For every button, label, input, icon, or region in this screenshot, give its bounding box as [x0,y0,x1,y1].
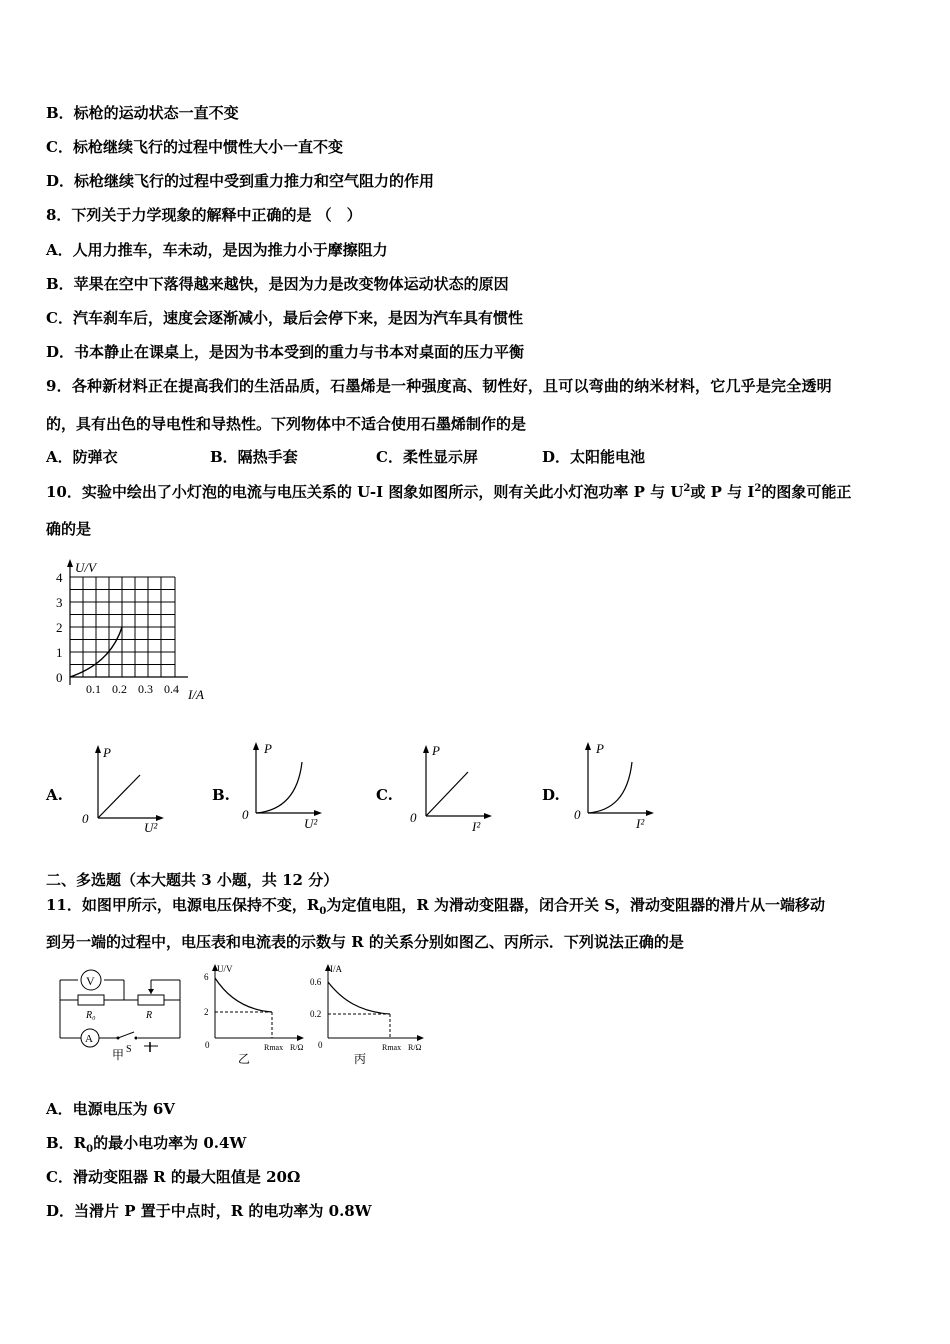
q10-a-line [98,775,140,818]
q10-c-ylabel: P [432,743,440,758]
q10-sup-1: 2 [683,483,691,494]
q11-option-d: D．当滑片 P 置于中点时，R 的电功率为 0.8W [46,1202,372,1220]
arrow-up-icon [585,742,591,750]
q10-a-origin: 0 [82,811,89,826]
q8-stem: 8．下列关于力学现象的解释中正确的是 （ ） [46,206,362,224]
q11-graph-yi [200,960,315,1070]
q10-c-line [426,772,468,816]
q9-option-d: D．太阳能电池 [542,448,646,466]
q9-stem-line2: 的，具有出色的导电性和导热性。下列物体中不适合使用石墨烯制作的是 [46,415,527,433]
q10-ui-ytick-0: 0 [56,670,63,685]
arrow-right-icon [297,1035,304,1041]
q11-bing-curve [328,982,390,1014]
q11-circuit-r: R [146,1010,153,1021]
q8-option-a: A．人用力推车，车未动，是因为推力小于摩擦阻力 [46,241,388,259]
q10-ui-y-arrow-icon [67,559,73,567]
q11-bing-tick-02: 0.2 [310,1009,322,1019]
q10-sup-2: 2 [754,483,762,494]
q11-bing-caption: 丙 [354,1052,367,1066]
arrow-up-icon [423,745,429,753]
q9-option-a: A．防弹衣 [46,448,118,466]
q10-d-origin: 0 [574,807,581,822]
q10-ui-ytick-4: 4 [56,570,63,585]
q11-graph-bing [310,960,435,1070]
q11-circuit-s: S [126,1044,132,1055]
switch-pivot-icon [117,1037,120,1040]
arrow-right-icon [646,810,654,816]
q10-b-ylabel: P [264,741,272,756]
q11-yi-curve [215,978,272,1012]
q9-option-c: C．柔性显示屏 [376,448,478,466]
q8-option-d: D．书本静止在课桌上，是因为书本受到的重力与书本对桌面的压力平衡 [46,343,525,361]
q10-b-origin: 0 [242,807,249,822]
q11-yi-tick-2: 2 [204,1007,209,1017]
q10-option-b-graph [240,737,330,832]
q10-ui-ytick-3: 3 [56,595,63,610]
q10-ui-grid [70,577,175,677]
q11-yi-origin: 0 [205,1040,210,1050]
q10-option-a-graph [78,740,168,835]
q11-yi-xlabel: R/Ω [290,1043,304,1052]
q10-d-curve [588,762,632,813]
q10-a-xlabel: U² [144,820,158,835]
q10-b-curve [256,762,302,813]
q11-option-b-part2: 的最小电功率为 0.4W [93,1134,247,1152]
q10-option-b-label: B. [212,786,230,804]
q11-option-b [46,1132,246,1155]
q11-bing-ylabel: I/A [330,964,342,974]
q10-ui-xtick-04: 0.4 [164,682,179,696]
section2-title: 二、多选题（本大题共 3 小题，共 12 分） [46,871,339,889]
q10-stem-line2: 确的是 [46,520,92,538]
q11-circuit-a: A [85,1033,93,1045]
q9-stem-line1: 9．各种新材料正在提高我们的生活品质，石墨烯是一种强度高、韧性好，且可以弯曲的纳米材料，它几乎是完全透明 [46,377,832,395]
q10-ui-ytick-2: 2 [56,620,63,635]
q8-option-b: B．苹果在空中下落得越来越快，是因为力是改变物体运动状态的原因 [46,275,509,293]
q11-circuit-diagram [46,960,191,1065]
q11-yi-caption: 乙 [238,1052,251,1066]
q10-ui-xtick-01: 0.1 [86,682,101,696]
resistor-r0-icon [78,995,104,1005]
q10-stem-part3: 的图象可能正 [761,483,852,501]
q11-option-b-sub: 0 [86,1144,94,1155]
q11-option-c: C．滑动变阻器 R 的最大阻值是 20Ω [46,1168,301,1186]
arrow-up-icon [253,742,259,750]
q10-option-c-label: C. [376,786,393,804]
q11-stem-part2: 为定值电阻，R 为滑动变阻器，闭合开关 S，滑动变阻器的滑片从一端移动 [326,896,826,914]
q10-ui-xtick-03: 0.3 [138,682,153,696]
arrow-right-icon [484,813,492,819]
q11-yi-tick-6: 6 [204,972,209,982]
q7-option-d: D．标枪继续飞行的过程中受到重力推力和空气阻力的作用 [46,172,435,190]
q10-option-a-label: A. [46,786,63,804]
q11-bing-origin: 0 [318,1040,323,1050]
q11-yi-rmax: Rmax [264,1043,284,1052]
q10-c-xlabel: I² [472,819,481,834]
q11-stem-sub: 0 [319,906,327,917]
q11-stem-part1: 11．如图甲所示，电源电压保持不变，R [46,896,320,914]
q11-option-a: A．电源电压为 6V [46,1100,175,1118]
q10-b-xlabel: U² [304,816,318,831]
q10-a-ylabel: P [103,745,111,760]
q10-stem-part2: 或 P 与 I [690,483,755,501]
q11-circuit-caption: 甲 [112,1048,125,1062]
q7-option-c: C．标枪继续飞行的过程中惯性大小一直不变 [46,138,343,156]
q10-ui-ytick-1: 1 [56,645,63,660]
switch-contact-icon [135,1037,138,1040]
arrow-right-icon [417,1035,424,1041]
slider-arrow-icon [148,989,154,994]
q10-c-origin: 0 [410,810,417,825]
q11-option-b-part1: B．R [46,1134,87,1152]
q11-stem-line2: 到另一端的过程中，电压表和电流表的示数与 R 的关系分别如图乙、丙所示．下列说法正确的是 [46,933,684,951]
q11-circuit-v: V [86,974,95,988]
q11-yi-ylabel: U/V [217,964,233,974]
q10-ui-xlabel: I/A [188,687,204,702]
q10-d-ylabel: P [596,741,604,756]
q11-bing-rmax: Rmax [382,1043,402,1052]
q11-bing-xlabel: R/Ω [408,1043,422,1052]
q10-stem-part1: 10．实验中绘出了小灯泡的电流与电压关系的 U-I 图象如图所示，则有关此小灯泡功率 P 与 U [46,483,684,501]
q10-d-xlabel: I² [636,816,645,831]
q11-stem-line1 [46,894,825,917]
q10-ui-ylabel: U/V [75,560,96,575]
q11-circuit-r0: R₀ [86,1010,96,1021]
rheostat-r-icon [138,995,164,1005]
q11-bing-tick-06: 0.6 [310,977,322,987]
q10-stem-line1 [46,481,851,502]
q10-option-d-graph [572,737,662,832]
q10-option-d-label: D. [542,786,560,804]
q10-ui-graph [48,555,213,705]
q8-option-c: C．汽车刹车后，速度会逐渐减小，最后会停下来，是因为汽车具有惯性 [46,309,523,327]
q10-ui-xtick-02: 0.2 [112,682,127,696]
q10-option-c-graph [406,740,496,835]
arrow-up-icon [95,745,101,753]
q7-option-b: B．标枪的运动状态一直不变 [46,104,239,122]
q9-option-b: B．隔热手套 [210,448,298,466]
